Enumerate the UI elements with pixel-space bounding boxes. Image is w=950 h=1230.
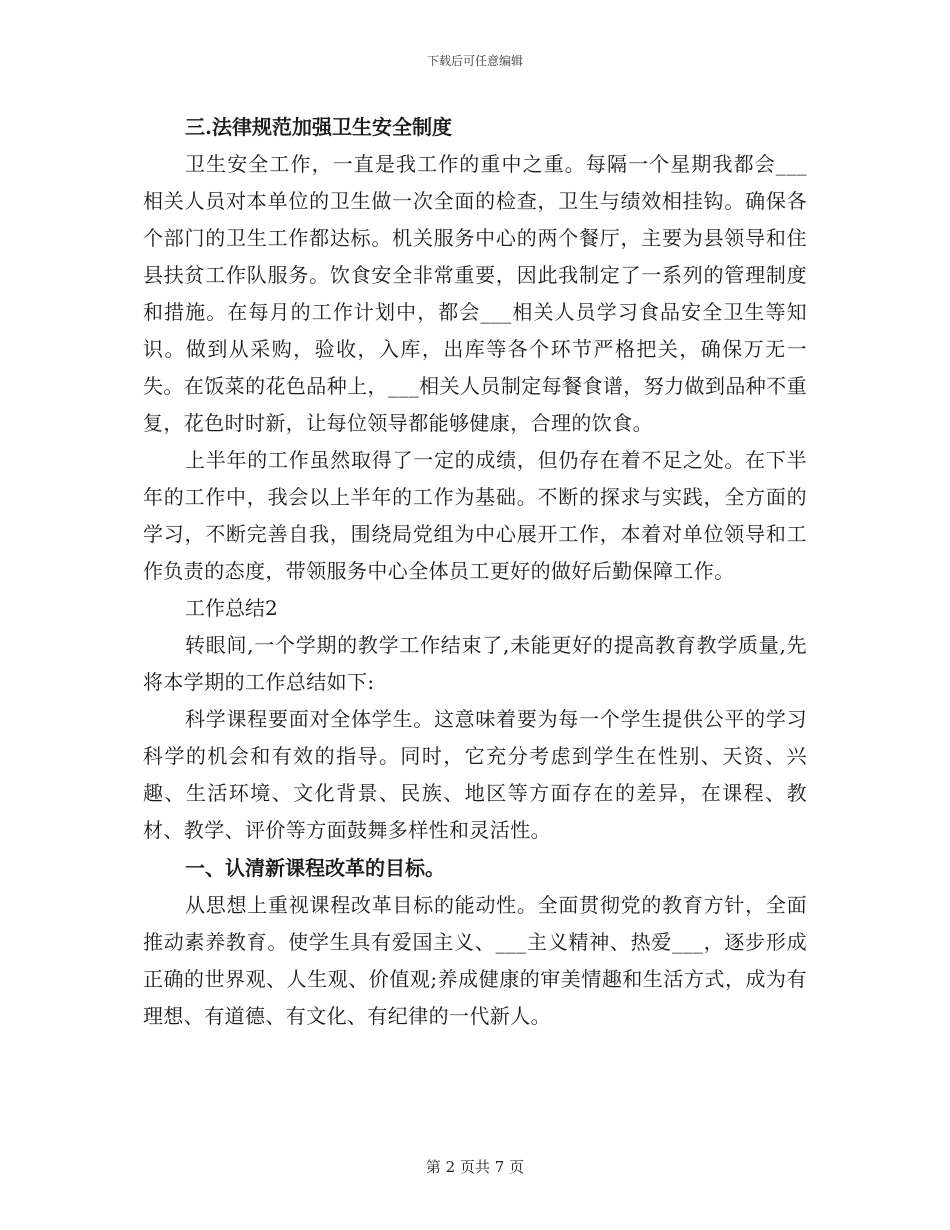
summary-2-title: 工作总结2 xyxy=(185,596,278,620)
paragraph-science-course: 科学课程要面对全体学生。这意味着要为每一个学生提供公平的学习科学的机会和有效的指导。同时，它充分考虑到学生在性别、天资、兴趣、生活环境、文化背景、民族、地区等方面存在的差异，在课程、教材、教学、评价等方面鼓舞多样性和灵活性。 xyxy=(143,707,807,842)
page-header: 下载后可任意编辑 xyxy=(426,54,523,68)
document-body xyxy=(143,108,807,1035)
section-heading-1: 一、认清新课程改革的目标。 xyxy=(185,856,445,880)
page-footer: 第 2 页共 7 页 xyxy=(425,1158,525,1176)
paragraph-hygiene-safety: 卫生安全工作，一直是我工作的重中之重。每隔一个星期我都会___相关人员对本单位的卫生做一次全面的检查，卫生与绩效相挂钩。确保各个部门的卫生工作都达标。机关服务中心的两个餐厅，主要为县领导和住县扶贫工作队服务。饮食安全非常重要，因此我制定了一系列的管理制度和措施。在每月的工作计划中，都会___相关人员学习食品安全卫生等知识。做到从采购，验收，入库，出库等各个环节严格把关，确保万无一失。在饭菜的花色品种上，___相关人员制定每餐食谱，努力做到品种不重复，花色时时新，让每位领导都能够健康，合理的饮食。 xyxy=(143,152,807,435)
paragraph-semester-intro: 转眼间,一个学期的教学工作结束了,未能更好的提高教育教学质量,先将本学期的工作总结如下: xyxy=(143,633,807,694)
section-heading-3: 三.法律规范加强卫生安全制度 xyxy=(185,115,452,139)
paragraph-reform-goals: 从思想上重视课程改革目标的能动性。全面贯彻党的教育方针，全面推动素养教育。使学生具有爱国主义、___主义精神、热爱___，逐步形成正确的世界观、人生观、价值观;养成健康的审美情趣和生活方式，成为有理想、有道德、有文化、有纪律的一代新人。 xyxy=(143,893,807,1028)
paragraph-half-year-summary: 上半年的工作虽然取得了一定的成绩，但仍存在着不足之处。在下半年的工作中，我会以上半年的工作为基础。不断的探求与实践，全方面的学习，不断完善自我，围绕局党组为中心展开工作，本着对单位领导和工作负责的态度，带领服务中心全体员工更好的做好后勤保障工作。 xyxy=(143,448,807,583)
